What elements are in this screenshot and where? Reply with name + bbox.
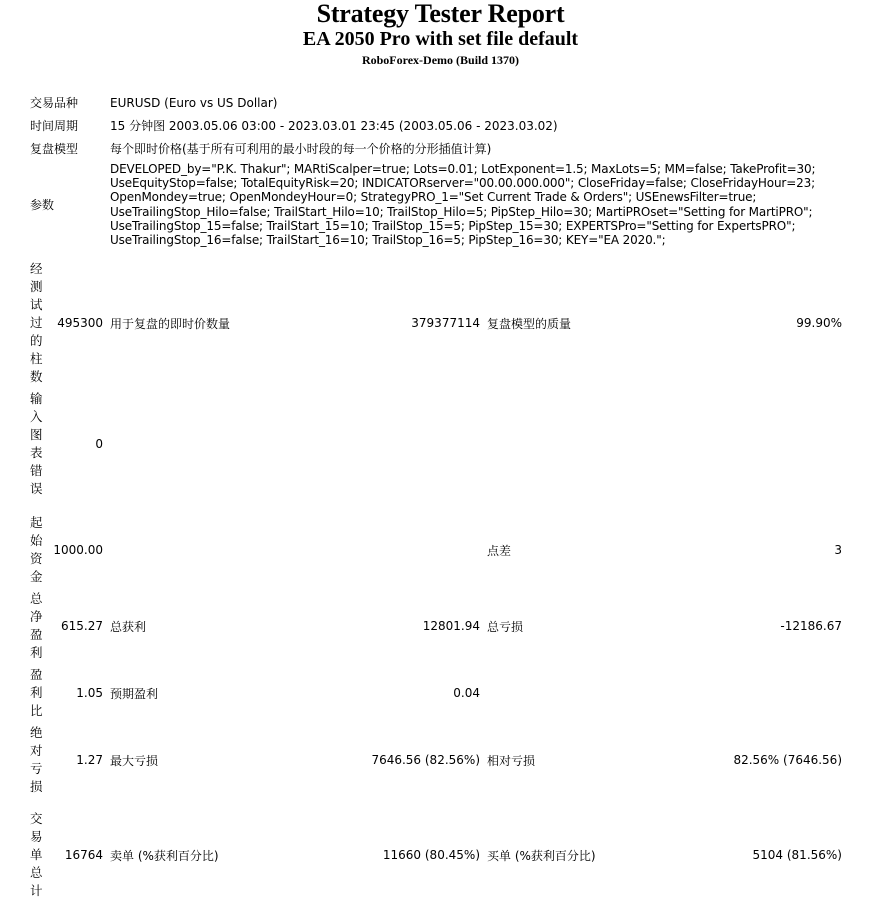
parameters-value (110, 162, 815, 247)
server-build: RoboForex-Demo (Build 1370) (361, 53, 520, 67)
stats-row-profit-factor (30, 666, 842, 720)
stat-label: 用于复盘的即时价数量 (110, 316, 231, 331)
stat-label: 复盘模型的质量 (487, 316, 572, 331)
stat-value: 1.05 (76, 686, 103, 700)
period-label: 时间周期 (30, 119, 79, 133)
parameters-label: 参数 (30, 198, 55, 213)
report-title: Strategy Tester Report (316, 0, 565, 28)
parameters-line: OpenMondey=true; OpenMondeyHour=0; StrategyPRO_1="Set Current Trade & Orders"; USEnewsFilter=true; (110, 190, 757, 205)
stats-row-errors (30, 390, 842, 498)
model-value: 每个即时价格(基于所有可利用的最小时段的每一个价格的分形插值计算) (110, 142, 492, 156)
parameters-line: UseTrailingStop_16=false; TrailStart_16=10; TrailStop_16=5; PipStep_16=30; KEY="EA 2020."; (110, 233, 666, 248)
stat-label: 总净盈利 (30, 591, 43, 660)
stats-row-deposit (30, 514, 842, 586)
stat-label: 买单 (%获利百分比) (487, 848, 596, 863)
stat-value: 5104 (81.56%) (752, 848, 842, 862)
stat-label: 最大亏损 (110, 753, 159, 768)
stat-label: 点差 (487, 543, 512, 558)
model-label: 复盘模型 (30, 142, 79, 156)
parameters-line: UseTrailingStop_Hilo=false; TrailStart_Hilo=10; TrailStop_Hilo=5; PipStep_Hilo=30; MartiPROset="Setting for MartiPRO"; (110, 204, 813, 219)
stat-value: 99.90% (796, 316, 842, 330)
report-header (0, 0, 881, 69)
parameters-line: UseTrailingStop_15=false; TrailStart_15=10; TrailStop_15=5; PipStep_15=30; EXPERTSPro="Setting for ExpertsPRO"; (110, 218, 796, 233)
stat-value: 82.56% (7646.56) (733, 753, 842, 767)
stats-row-total-trades (30, 810, 842, 900)
stat-label: 预期盈利 (110, 686, 159, 701)
stat-value: 7646.56 (82.56%) (371, 753, 480, 767)
parameters-row (30, 162, 860, 247)
stat-label: 盈利比 (30, 667, 43, 718)
stats-row-bars (30, 260, 842, 386)
stat-value: 11660 (80.45%) (382, 848, 480, 862)
stat-value: 0 (95, 437, 103, 451)
stat-label: 交易单总计 (30, 811, 43, 898)
stats-row-net-profit (30, 590, 842, 662)
stat-label: 相对亏损 (487, 753, 536, 768)
stat-value: 615.27 (61, 619, 103, 633)
parameters-line: DEVELOPED_by="P.K. Thakur"; MARtiScalper=true; Lots=0.01; LotExponent=1.5; MaxLots=5; MM=false; TakeProfit=30; (110, 162, 816, 176)
stat-value: 1000.00 (53, 543, 103, 557)
stat-label: 绝对亏损 (30, 725, 43, 794)
symbol-value: EURUSD (Euro vs US Dollar) (110, 96, 278, 110)
model-row (30, 138, 860, 161)
stat-label: 经测试过的柱数 (30, 261, 43, 384)
parameters-line: UseEquityStop=false; TotalEquityRisk=20; INDICATORserver="00.00.000.000"; CloseFriday=false; CloseFridayHour=23; (110, 176, 815, 191)
stat-label: 起始资金 (30, 515, 43, 584)
period-row (30, 115, 860, 138)
stat-label: 卖单 (%获利百分比) (110, 848, 219, 863)
stat-label: 总亏损 (487, 619, 524, 634)
period-value: 15 分钟图 2003.05.06 03:00 - 2023.03.01 23:45 (2003.05.06 - 2023.03.02) (110, 119, 558, 133)
report-subtitle: EA 2050 Pro with set file default (302, 28, 579, 50)
stats-table (30, 260, 842, 900)
stat-value: 0.04 (453, 686, 480, 700)
stat-label: 总获利 (110, 619, 147, 634)
stat-value: 16764 (64, 848, 103, 862)
stat-value: 379377114 (411, 316, 480, 330)
test-info-table (30, 92, 860, 247)
stat-value: -12186.67 (780, 619, 842, 633)
stat-label: 输入图表错误 (30, 391, 43, 496)
stat-value: 3 (834, 543, 842, 557)
symbol-label: 交易品种 (30, 96, 79, 110)
stats-row-drawdown (30, 724, 842, 796)
stat-value: 1.27 (76, 753, 103, 767)
stat-value: 495300 (57, 316, 103, 330)
stat-value: 12801.94 (422, 619, 480, 633)
symbol-row (30, 92, 860, 115)
